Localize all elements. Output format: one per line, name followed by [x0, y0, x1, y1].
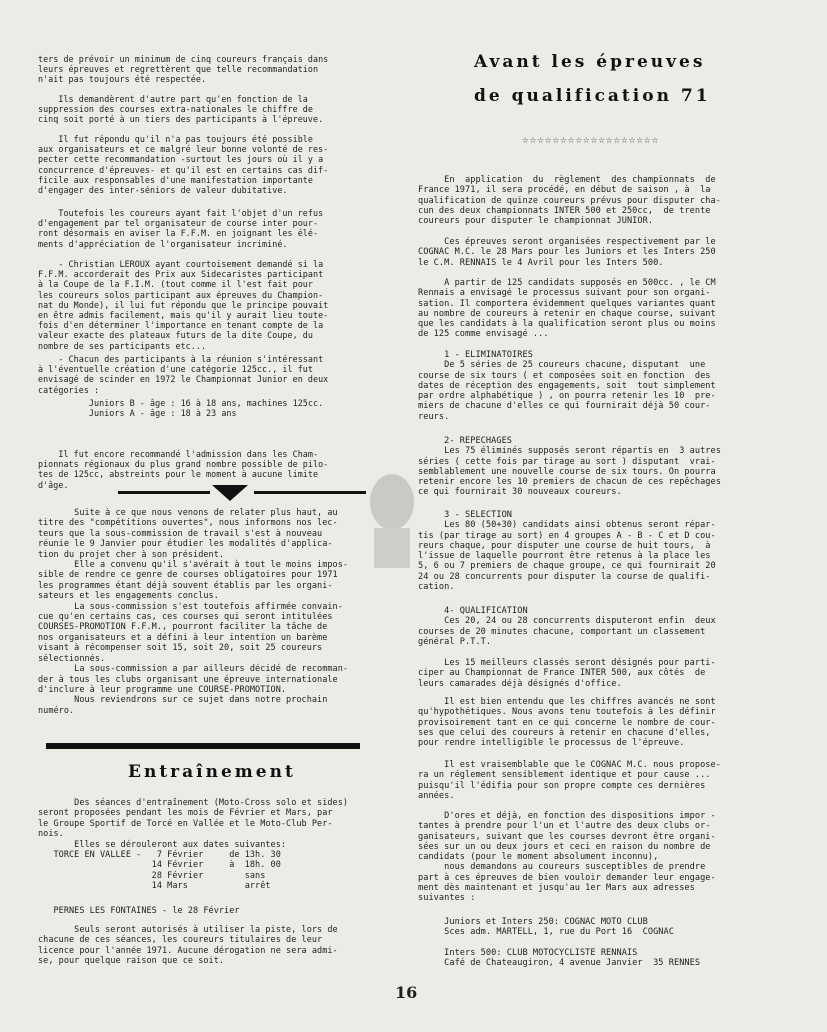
down-arrow-icon [212, 485, 248, 501]
section-title: Entraînement [128, 762, 296, 782]
paragraph: Les 15 meilleurs classés seront désignés pour parti- ciper au Championnat de France INTER 500, aux côtés de leurs camarades déjà désignés d'office. [418, 658, 716, 689]
article-title-line2: de qualification 71 [474, 86, 711, 106]
paragraph: Ces épreuves seront organisées respectivement par le COGNAC M.C. le 28 Mars pour les Juniors et les Inters 250 le C.M. RENNAIS le 4 Avril pour les Inters 500. [418, 237, 716, 268]
paragraph: - Christian LEROUX ayant courtoisement demandé si la F.F.M. accorderait des Prix aux Sidecaristes participant à la Coupe de la F.I.M. (tout comme il l'est fait pour les coureurs solos participant aux épreuves du Champion- nat du Monde), il lui fut répondu que le principe pouvait en être admis facilement, mais qu'il y aurait lieu toute- fois d'en déterminer l'importance en tenant compte de la valeur exacte des plateaux futurs de la dite Coupe, du nombre de ses participants etc... [38, 259, 329, 351]
paragraph: A partir de 125 candidats supposés en 500cc. , le CM Rennais a envisagé le processus suivant pour son organi- sation. Il comportera évidemment quelques variantes quant au nombre de coureurs à retenir en chaque course, suivant que les candidats à la qualification seront plus ou moins de 125 comme envisagé ... [418, 278, 716, 340]
paragraph: Il est vraisemblable que le COGNAC M.C. nous propose- ra un réglement sensiblement identique et pour cause ... puisqu'il l'édifia pour son propre compte ces dernières années. [418, 760, 721, 801]
section-rule [46, 743, 360, 749]
address: Inters 500: CLUB MOTOCYCLISTE RENNAIS Café de Chateaugiron, 4 avenue Janvier 35 RENNES [444, 948, 701, 969]
paragraph: Seuls seront autorisés à utiliser la piste, lors de chacune de ces séances, les coureurs titulaires de leur licence pour l'année 1971. Aucune dérogation ne sera admi- se, pour quelque raison que ce soit. [38, 925, 338, 967]
page-number: 16 [395, 983, 418, 1002]
paragraph: 4- QUALIFICATION Ces 20, 24 ou 28 concurrents disputeront enfin deux courses de 20 minutes chacune, comportant un classement général P.T.T. [418, 606, 716, 647]
paragraph: En application du règlement des championnats de France 1971, il sera procédé, en début de saison , à la qualification de quinze coureurs prévus pour disputer cha- cun des deux championnats INTER 500 et 250cc, de trente coureurs pour disputer le championnat JUNIOR. [418, 175, 721, 227]
paragraph: ters de prévoir un minimum de cinq coureurs français dans leurs épreuves et regrettèrent que telle recommandation n'ait pas toujours été respectée. [38, 54, 329, 85]
separator-rule [118, 491, 210, 494]
address: Juniors et Inters 250: COGNAC MOTO CLUB Sces adm. MARTELL, 1, rue du Port 16 COGNAC [444, 917, 674, 938]
age-categories: Juniors B - âge : 16 à 18 ans, machines 125cc. Juniors A - âge : 18 à 23 ans [88, 398, 324, 419]
paragraph: 3 - SELECTION Les 80 (50+30) candidats ainsi obtenus seront répar- tis (par tirage au sort) en 4 groupes A - B - C et D cou- reurs chaque, pour disputer une course de huit tours, à l'issue de laquelle pourront être retenus à la place les 5, 6 ou 7 premiers de chaque groupe, ce qui fournirait 20 24 ou 28 concurrents pour disputer la course de qualifi- cation. [418, 510, 716, 593]
paragraph: 1 - ELIMINATOIRES De 5 séries de 25 coureurs chacune, disputant une course de six tours ( et composées soit en fonction des dates de réception des engagements, soit tout simplement par ordre alphabétique ) , on pourra retenir les 10 pre- miers de chacune d'elles ce qui fournirait déjà 50 cour- reurs. [418, 350, 716, 422]
paragraph: Toutefois les coureurs ayant fait l'objet d'un refus d'engagement par tel organisateur de course inter pour- ront désormais en aviser la F.F.M. en joignant les élé- ments d'appréciation de l'organisateur incriminé. [38, 208, 324, 249]
paragraph: Suite à ce que nous venons de relater plus haut, au titre des "compétitions ouvertes", nous informons nos lec- teurs que la sous-commission de travail s'est à nouveau réunie le 9 Janvier pour étudier les modalités d'applica- tion du projet cher à son président. Elle a convenu qu'il s'avérait à tout le moins impos- sible de rendre ce genre de courses obligatoires pour 1971 les programmes étant déjà souvent établis par les organi- sateurs et les engagements conclus. La sous-commission s'est toutefois affirmée convain- cue qu'en certains cas, ces courses qui seront intitulées COURSES-PROMOTION F.F.M., pourront faciliter la tâche de nos organisateurs et a défini à leur intention un barème visant à récompenser soit 15, soit 20, soit 25 coureurs sélectionnés. La sous-commission a par ailleurs décidé de recomman- der à tous les clubs organisant une épreuve internationale d'inclure à leur programme une COURSE-PROMOTION. Nous reviendrons sur ce sujet dans notre prochain numéro. [38, 508, 349, 716]
paragraph: Ils demandèrent d'autre part qu'en fonction de la suppression des courses extra-nationales le chiffre de cinq soit porté à un tiers des participants à l'épreuve. [38, 94, 324, 125]
paragraph: Des séances d'entraînement (Moto-Cross solo et sides) seront proposées pendant les mois de Février et Mars, par le Groupe Sportif de Torcé en Vallée et le Moto-Club Per- nois. Elles se dérouleront aux dates suivantes: TORCE EN VALLEE - 7 Février de 13h. 30 14 Février à 18h. 00 28 Février sans 14 Mars arrêt [38, 798, 349, 892]
paragraph: Il est bien entendu que les chiffres avancés ne sont qu'hypothétiques. Nous avons tenu toutefois à les définir provisoirement tant en ce qui concerne le nombre de cour- ses que celui des coureurs à retenir en chacune d'elles, pour rendre intelligible le processus de l'épreuve. [418, 697, 716, 749]
paragraph: 2- REPECHAGES Les 75 éliminés supposés seront répartis en 3 autres séries ( cette fois par tirage au sort ) disputant vrai- semblablement une nouvelle course de six tours. On pourra retenir encore les 10 premiers de chacun de ces repêchages ce qui fournirait 30 nouveaux coureurs. [418, 436, 721, 498]
paragraph: Il fut encore recommandé l'admission dans les Cham- pionnats régionaux du plus grand nombre possible de pilo- tes de 125cc, abstreints pour le moment à aucune limite d'âge. [38, 449, 329, 490]
article-title-line1: Avant les épreuves [474, 52, 706, 72]
paragraph: Il fut répondu qu'il n'a pas toujours été possible aux organisateurs et ce malgré leur bonne volonté de res- pecter cette recommandation -surtout les jours où il y a concurrence d'épreuves- et qu'il est en certains cas dif- ficile aux responsables d'une manifestation importante d'engager des inter-séniors de valeur dubitative. [38, 134, 329, 196]
star-divider: ☆☆☆☆☆☆☆☆☆☆☆☆☆☆☆☆☆☆ [522, 133, 660, 146]
separator-rule [254, 491, 366, 494]
paragraph: - Chacun des participants à la réunion s'intéressant à l'éventuelle création d'une catégorie 125cc., il fut envisagé de scinder en 1972 le Championnat Junior en deux catégories : [38, 354, 329, 395]
paragraph: D'ores et déjà, en fonction des dispositions impor - tantes à prendre pour l'un et l'autre des deux clubs or- ganisateurs, suivant que les courses devront être organi- sées sur un ou deux jours et ceci en raison du nombre de candidats (pour le moment absolument inconnu), nous demandons au coureurs susceptibles de prendre part à ces épreuves de bien vouloir demander leur engage- ment dès maintenant et jusqu'au 1er Mars aux adresses suivantes : [418, 811, 716, 904]
paragraph: PERNES LES FONTAINES - le 28 Février [38, 906, 240, 916]
